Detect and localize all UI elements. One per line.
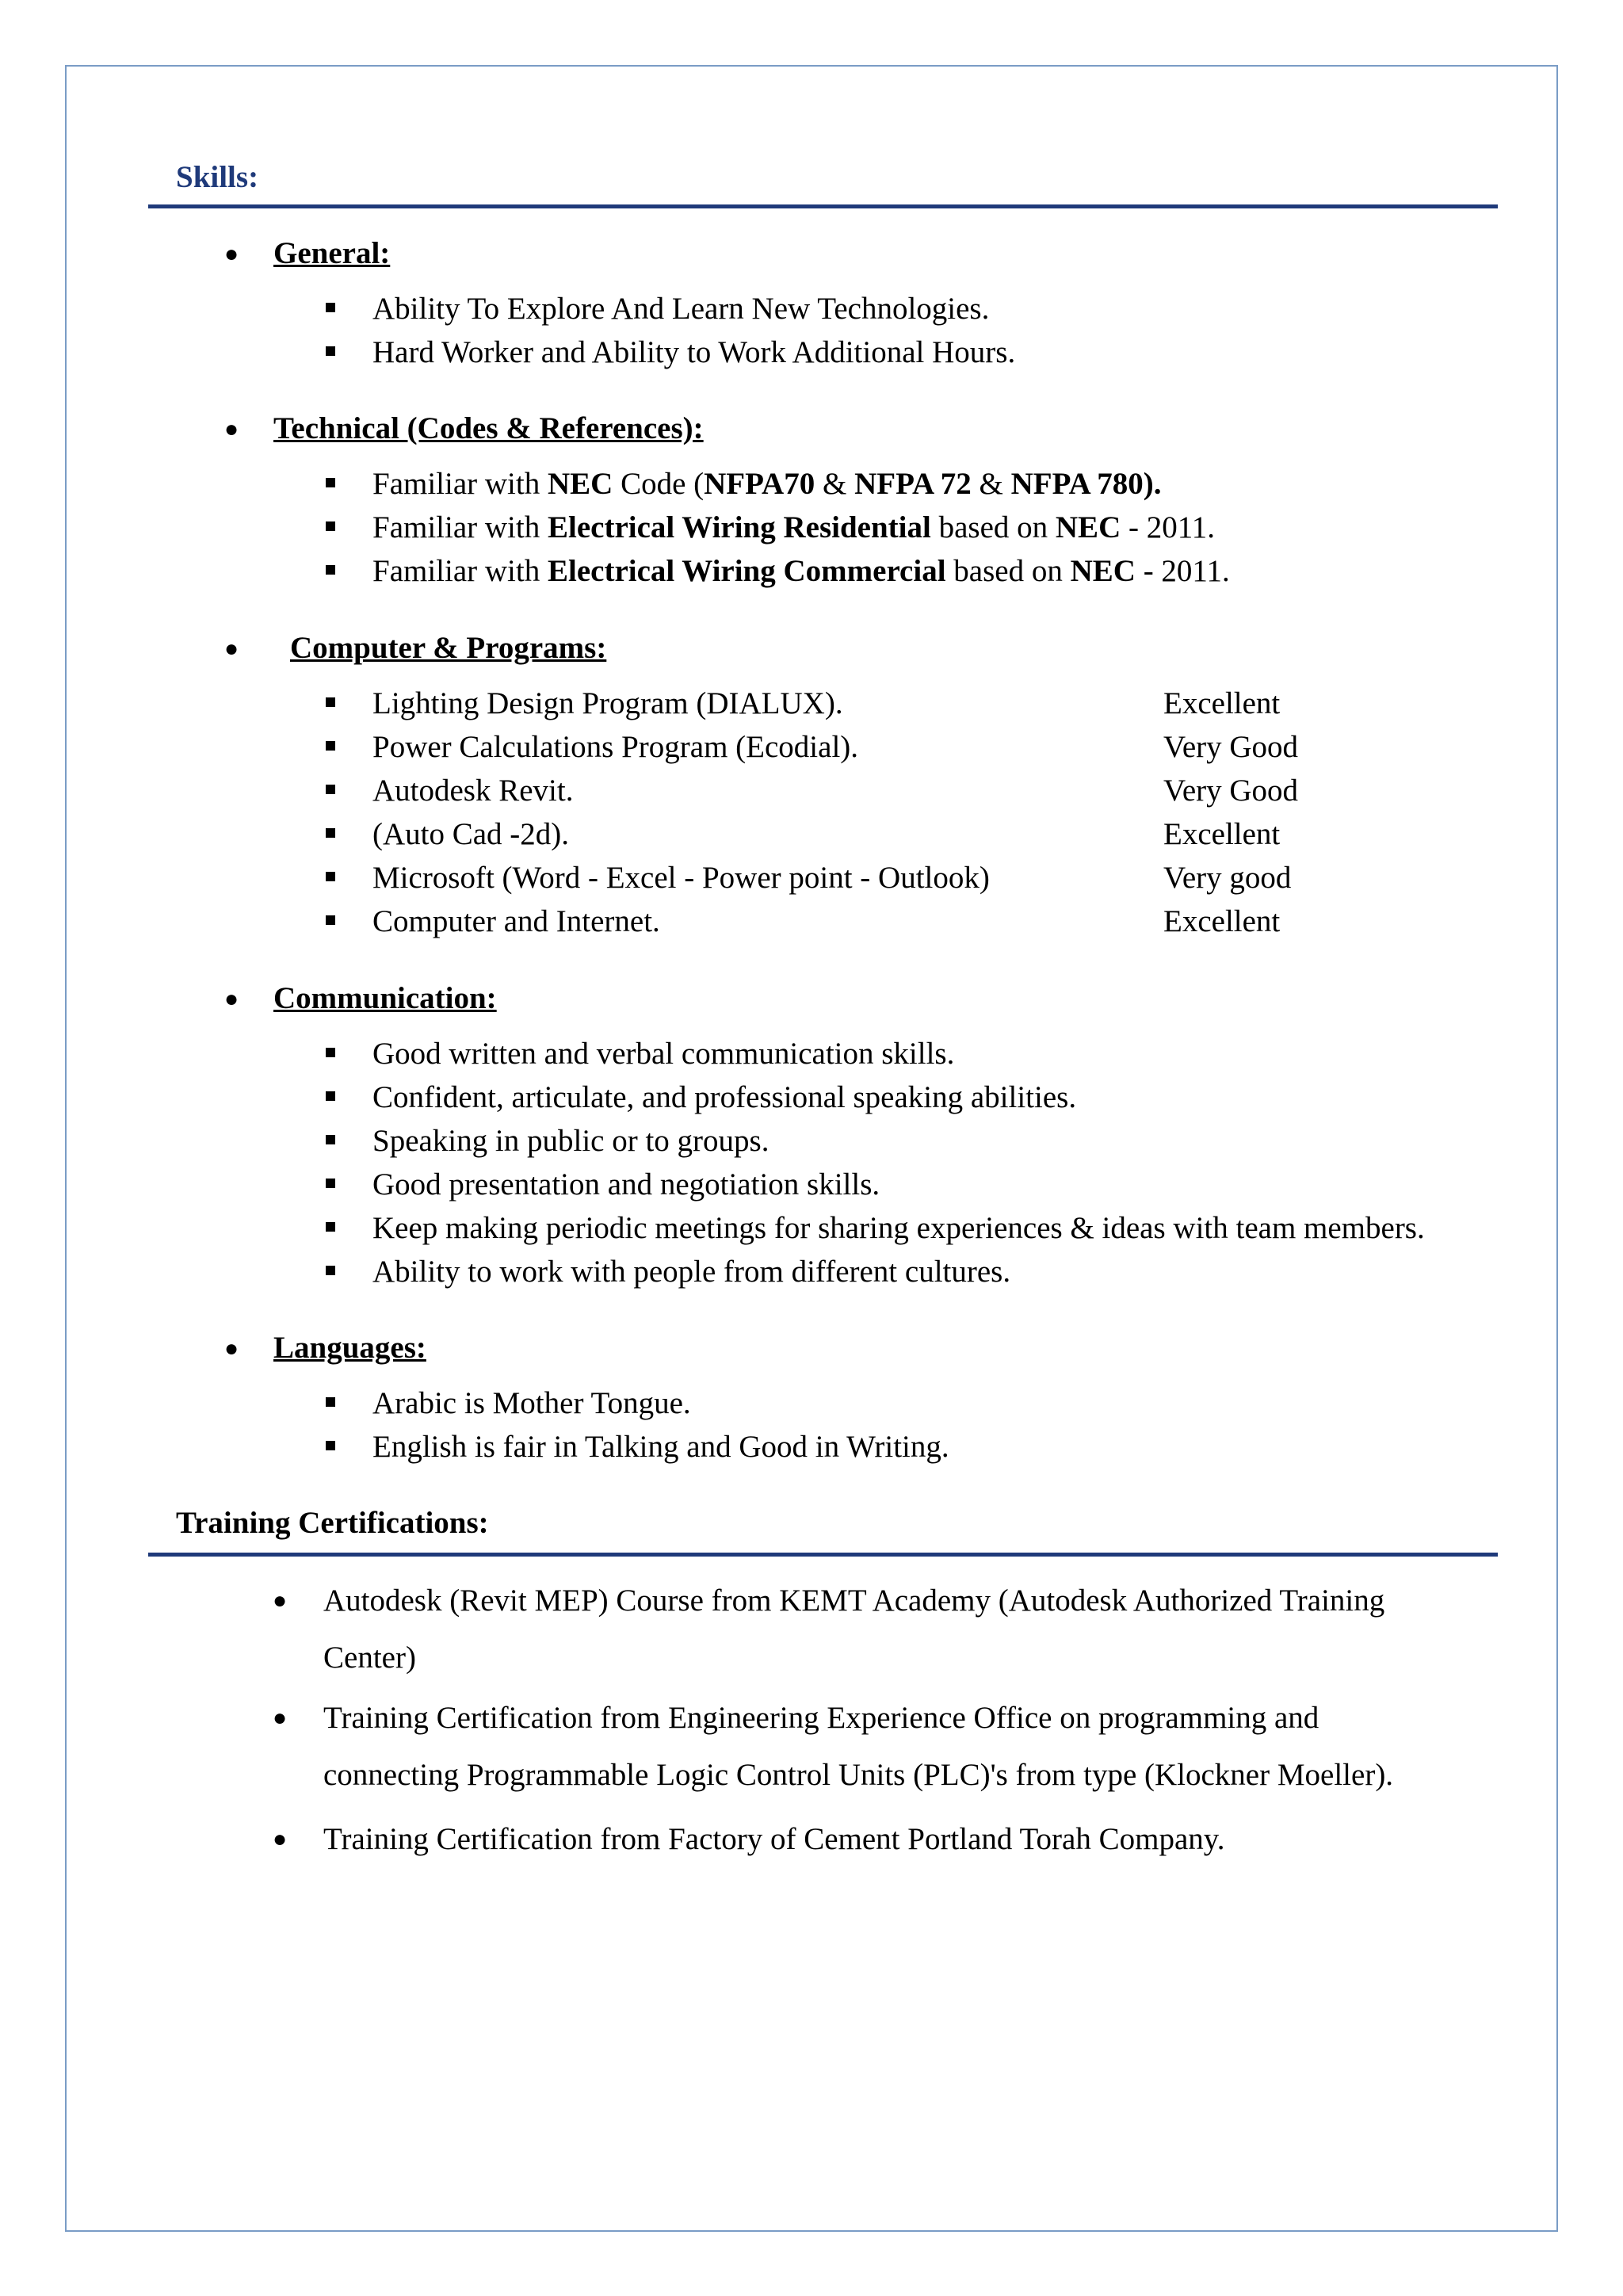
languages-heading: Languages: [273, 1331, 426, 1365]
square-bullet-icon [326, 1222, 335, 1232]
computer-item-level: Very good [1163, 861, 1292, 895]
computer-item-level: Very Good [1163, 774, 1299, 808]
bullet-icon: ● [273, 1826, 288, 1852]
computer-item-name: Computer and Internet. [372, 904, 660, 938]
training-item-line: Center) [323, 1641, 416, 1675]
computer-item-level: Excellent [1163, 817, 1281, 851]
computer-item-level: Very Good [1163, 730, 1299, 764]
square-bullet-icon [326, 1135, 335, 1144]
square-bullet-icon [326, 741, 335, 751]
training-rule [148, 1553, 1498, 1557]
bullet-icon: ● [224, 986, 239, 1012]
training-item-line: connecting Programmable Logic Control Units (PLC)'s from type (Klockner Moeller). [323, 1758, 1394, 1792]
technical-item: Familiar with Electrical Wiring Residential based on NEC - 2011. [372, 510, 1216, 544]
bullet-icon: ● [224, 1335, 239, 1362]
computer-item-name: Power Calculations Program (Ecodial). [372, 730, 859, 764]
languages-item: Arabic is Mother Tongue. [372, 1386, 691, 1420]
square-bullet-icon [326, 303, 335, 312]
computer-item-name: (Auto Cad -2d). [372, 817, 570, 851]
square-bullet-icon [326, 1179, 335, 1188]
square-bullet-icon [326, 521, 335, 531]
communication-item: Keep making periodic meetings for sharing experiences & ideas with team members. [372, 1211, 1425, 1245]
communication-item: Ability to work with people from different cultures. [372, 1255, 1011, 1289]
square-bullet-icon [326, 785, 335, 794]
square-bullet-icon [326, 915, 335, 925]
computer-item-name: Lighting Design Program (DIALUX). [372, 686, 843, 720]
bullet-icon: ● [224, 416, 239, 442]
general-heading: General: [273, 236, 391, 270]
square-bullet-icon [326, 1441, 335, 1450]
communication-item: Good written and verbal communication skills. [372, 1037, 955, 1071]
page-border [65, 65, 1558, 2232]
communication-heading: Communication: [273, 981, 497, 1015]
square-bullet-icon [326, 346, 335, 356]
communication-item: Good presentation and negotiation skills. [372, 1167, 880, 1201]
general-item: Ability To Explore And Learn New Technologies. [372, 292, 990, 326]
technical-item: Familiar with NEC Code (NFPA70 & NFPA 72 & NFPA 780). [372, 467, 1162, 501]
square-bullet-icon [326, 1091, 335, 1101]
training-item-line: Training Certification from Factory of Cement Portland Torah Company. [323, 1822, 1225, 1856]
bullet-icon: ● [273, 1587, 288, 1614]
training-item-line: Autodesk (Revit MEP) Course from KEMT Academy (Autodesk Authorized Training [323, 1584, 1385, 1618]
training-item-line: Training Certification from Engineering Experience Office on programming and [323, 1701, 1319, 1735]
languages-item: English is fair in Talking and Good in Writing. [372, 1430, 949, 1464]
square-bullet-icon [326, 1266, 335, 1275]
square-bullet-icon [326, 1048, 335, 1057]
square-bullet-icon [326, 565, 335, 575]
technical-heading: Technical (Codes & References): [273, 411, 704, 445]
bullet-icon: ● [224, 636, 239, 662]
computer-item-level: Excellent [1163, 904, 1281, 938]
computer-item-level: Excellent [1163, 686, 1281, 720]
square-bullet-icon [326, 1397, 335, 1407]
square-bullet-icon [326, 697, 335, 707]
skills-rule [148, 204, 1498, 208]
computer-item-name: Autodesk Revit. [372, 774, 574, 808]
general-item: Hard Worker and Ability to Work Additional Hours. [372, 335, 1016, 369]
square-bullet-icon [326, 872, 335, 881]
bullet-icon: ● [224, 241, 239, 267]
communication-item: Confident, articulate, and professional speaking abilities. [372, 1080, 1077, 1114]
computer-heading: Computer & Programs: [290, 631, 607, 665]
skills-heading: Skills: [176, 160, 259, 194]
technical-item: Familiar with Electrical Wiring Commercial based on NEC - 2011. [372, 554, 1230, 588]
square-bullet-icon [326, 828, 335, 838]
computer-item-name: Microsoft (Word - Excel - Power point - Outlook) [372, 861, 990, 895]
training-heading: Training Certifications: [176, 1506, 489, 1540]
bullet-icon: ● [273, 1705, 288, 1731]
communication-item: Speaking in public or to groups. [372, 1124, 769, 1158]
square-bullet-icon [326, 478, 335, 487]
